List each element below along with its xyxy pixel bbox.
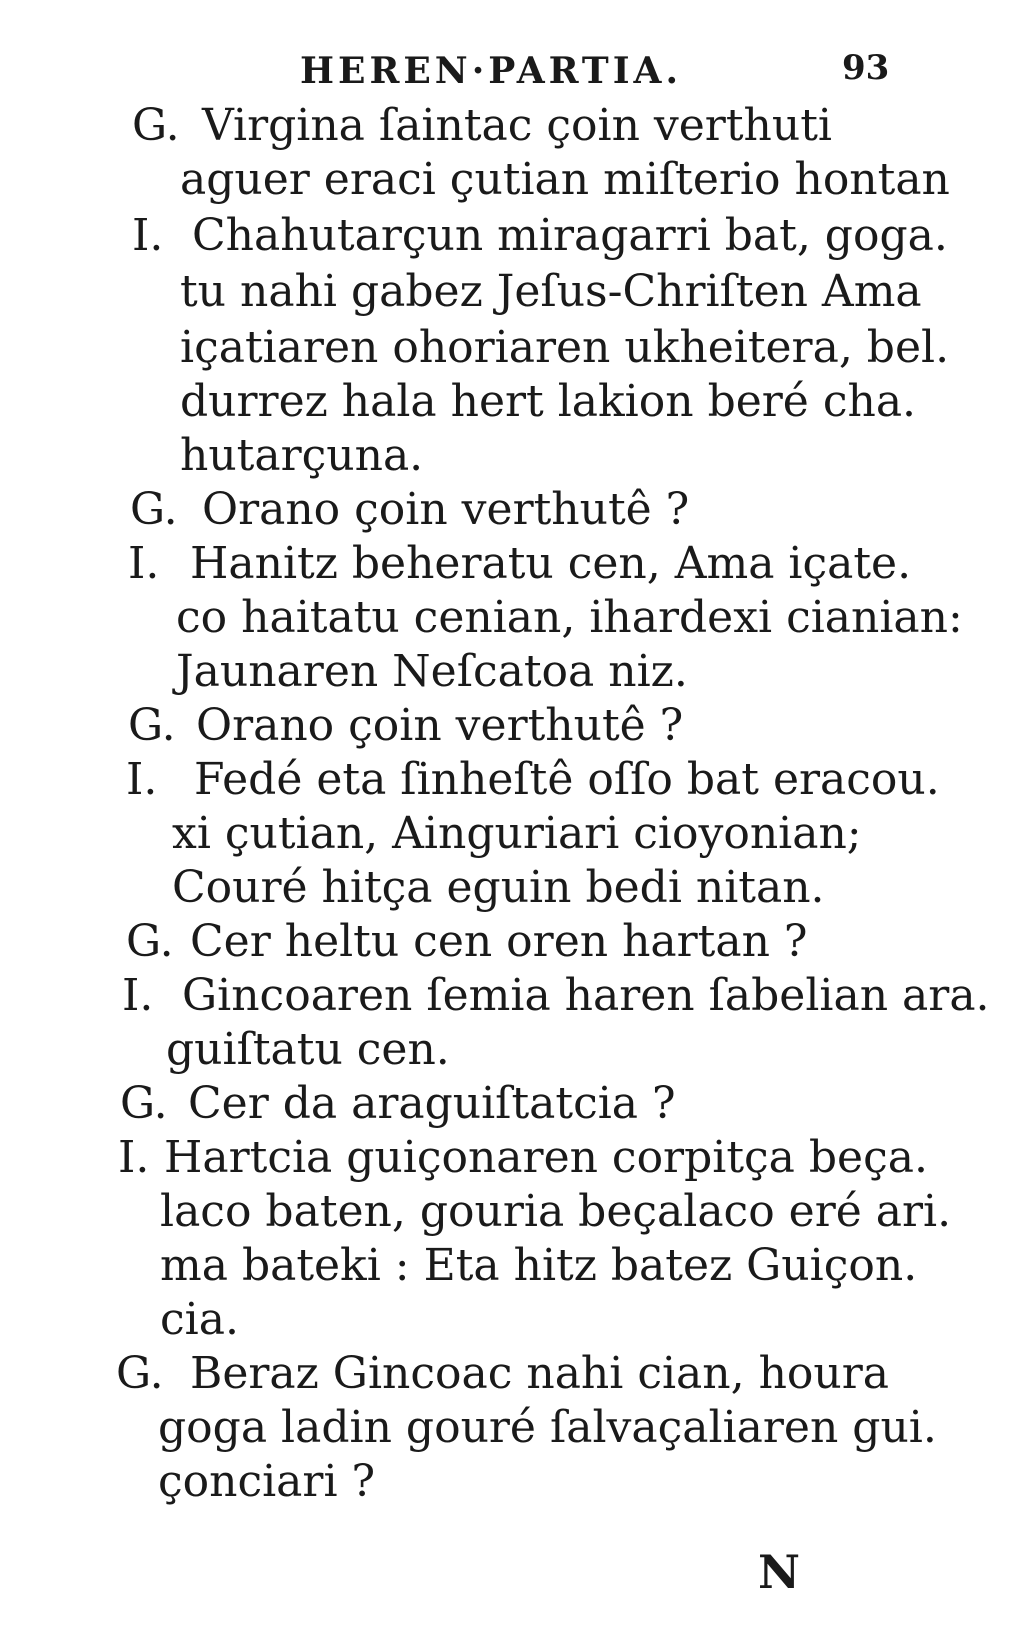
text-line: durrez hala hert lakion beré cha. [180,376,917,427]
speaker-label: I. [118,1132,150,1183]
speaker-label: G. [126,916,174,967]
speaker-label: I. [126,754,158,805]
text-line: Orano çoin verthutê ? [202,484,690,535]
text-line: Cer da araguiſtatcia ? [188,1078,676,1129]
text-line: tu nahi gabez Jeſus-Chriſten Ama [180,266,922,317]
text-line: co haitatu cenian, ihardexi cianian: [176,592,963,643]
text-line: ma bateki : Eta hitz batez Guiçon. [160,1240,918,1291]
text-line: Beraz Gincoac nahi cian, houra [190,1348,890,1399]
text-line: Couré hitça eguin bedi nitan. [172,862,825,913]
text-line: hutarçuna. [180,430,424,481]
speaker-label: I. [128,538,160,589]
text-line: aguer eraci çutian miſterio hontan [180,154,950,205]
text-line: cia. [160,1294,239,1345]
text-line: Cer heltu cen oren hartan ? [190,916,808,967]
speaker-label: G. [120,1078,168,1129]
text-line: Hartcia guiçonaren corpitça beça. [164,1132,928,1183]
page-number: 93 [842,48,890,88]
speaker-label: G. [130,484,178,535]
speaker-label: I. [122,970,154,1021]
speaker-label: I. [132,210,164,261]
running-head: HEREN·PARTIA. [300,50,683,92]
signature-mark: N [758,1545,801,1599]
text-line: goga ladin gouré ſalvaçaliaren gui. [158,1402,937,1453]
text-line: guiſtatu cen. [166,1024,450,1075]
speaker-label: G. [132,100,180,151]
text-line: xi çutian, Ainguriari cioyonian; [172,808,862,859]
text-line: çonciari ? [158,1456,376,1507]
text-line: Gincoaren ſemia haren ſabelian ara. [182,970,990,1021]
speaker-label: G. [116,1348,164,1399]
text-line: Fedé eta ſinheſtê oſſo bat eracou. [194,754,940,805]
text-line: Hanitz beheratu cen, Ama içate. [190,538,912,589]
speaker-label: G. [128,700,176,751]
text-line: içatiaren ohoriaren ukheitera, bel. [180,322,950,373]
text-line: Jaunaren Neſcatoa niz. [176,646,688,697]
text-line: Virgina ſaintac çoin verthuti [202,100,832,151]
text-line: Chahutarçun miragarri bat, goga. [192,210,948,261]
text-line: laco baten, gouria beçalaco eré ari. [160,1186,952,1237]
text-line: Orano çoin verthutê ? [196,700,684,751]
